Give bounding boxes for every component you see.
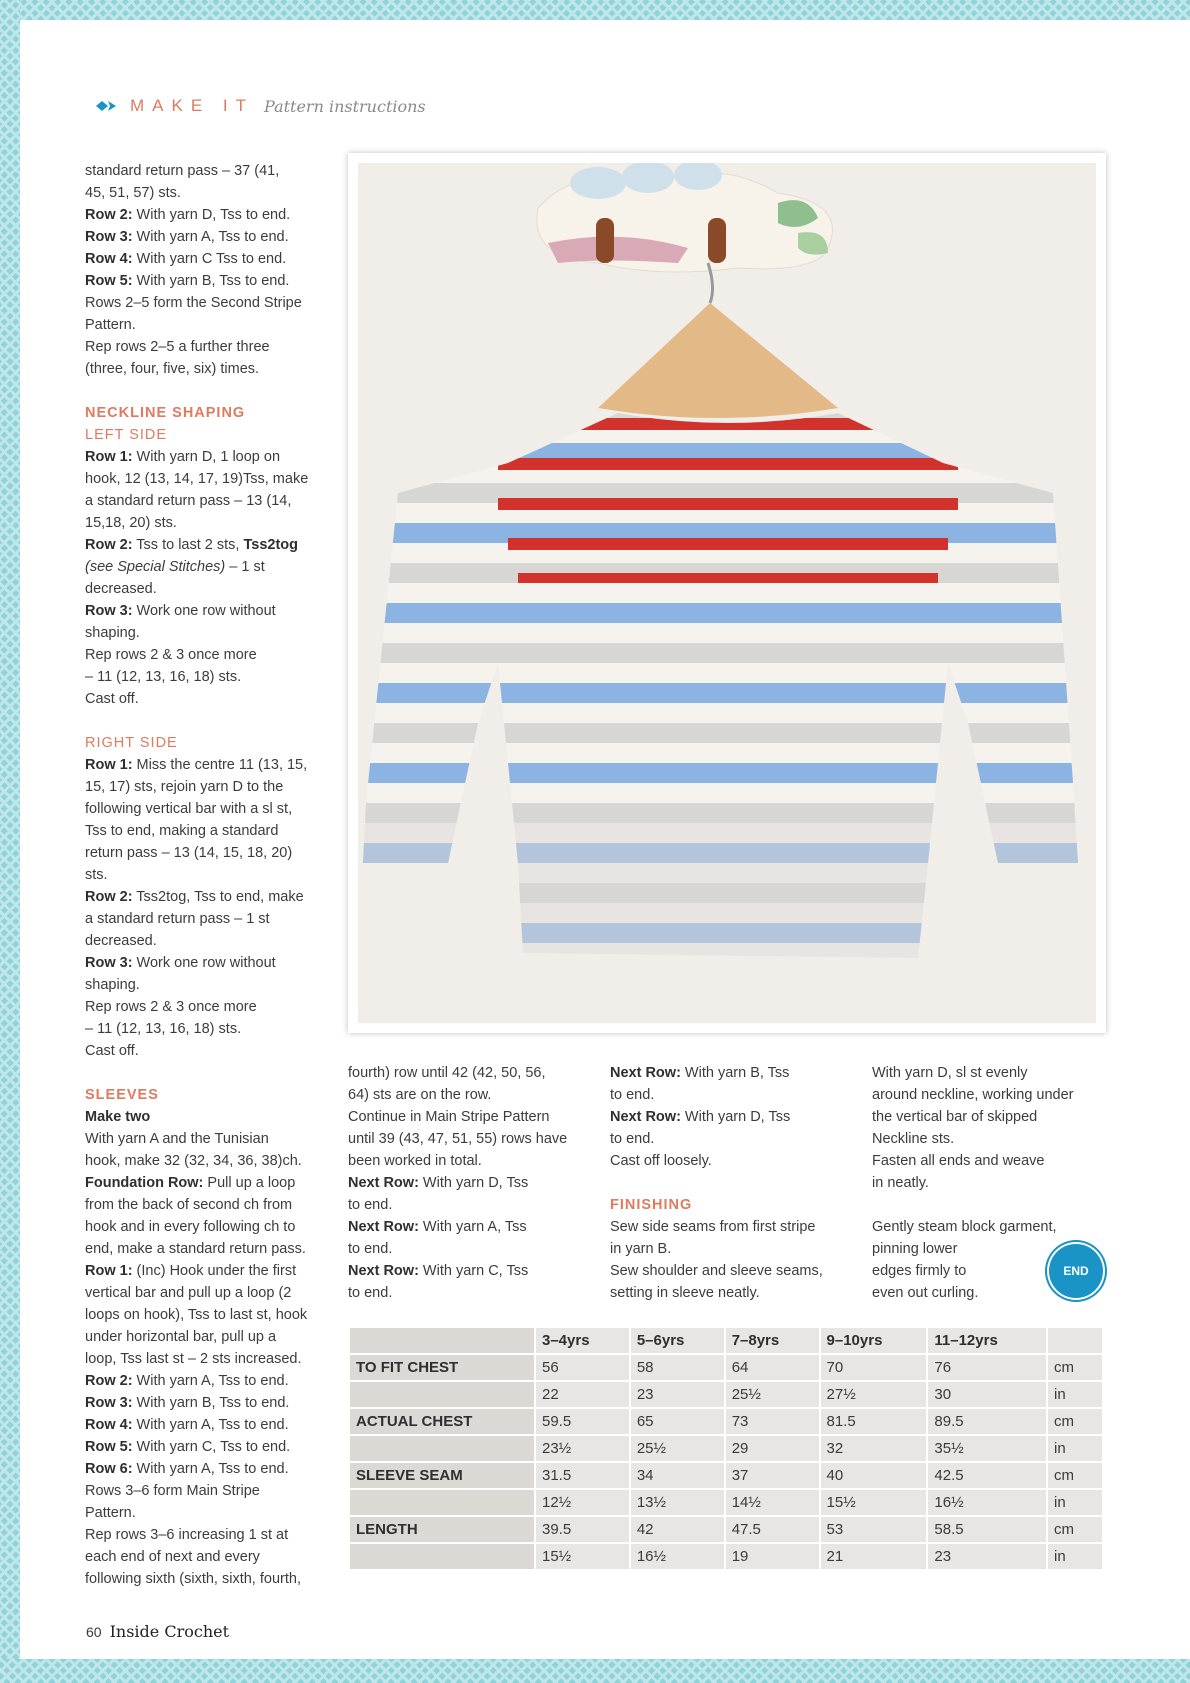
text-line: in yarn B. xyxy=(610,1241,672,1257)
text-line: With yarn D, sl st evenly xyxy=(872,1065,1028,1081)
row-instruction: Row 3: Work one row without xyxy=(85,955,276,971)
text-line: Rep rows 2 & 3 once more xyxy=(85,999,257,1015)
text-line: – 11 (12, 13, 16, 18) sts. xyxy=(85,1021,242,1037)
table-cell: 58.5 xyxy=(928,1517,1046,1542)
text-line: to end. xyxy=(348,1197,393,1213)
row-instruction: Row 5: With yarn C, Tss to end. xyxy=(85,1439,291,1455)
text-line: to end. xyxy=(348,1241,393,1257)
text-line: loop, Tss last st – 2 sts increased. xyxy=(85,1351,302,1367)
text-line: setting in sleeve neatly. xyxy=(610,1285,760,1301)
table-cell: 13½ xyxy=(631,1490,724,1515)
text-line: following sixth (sixth, sixth, fourth, xyxy=(85,1571,301,1587)
text-line: a standard return pass – 13 (14, xyxy=(85,493,292,509)
table-cell: 15½ xyxy=(821,1490,927,1515)
text-line: a standard return pass – 1 st xyxy=(85,911,270,927)
row-instruction: Row 2: With yarn A, Tss to end. xyxy=(85,1373,289,1389)
text-line: Pattern. xyxy=(85,1505,136,1521)
table-cell: 25½ xyxy=(631,1436,724,1461)
text-line: until 39 (43, 47, 51, 55) rows have xyxy=(348,1131,568,1147)
table-row xyxy=(350,1355,1102,1380)
table-cell: 42.5 xyxy=(928,1463,1046,1488)
text-line: shaping. xyxy=(85,625,140,641)
text-line: Sew side seams from first stripe xyxy=(610,1219,816,1235)
text-line: to end. xyxy=(610,1087,655,1103)
table-cell: 31.5 xyxy=(536,1463,629,1488)
text-line: Rows 2–5 form the Second Stripe xyxy=(85,295,302,311)
heading-left-side: LEFT SIDE xyxy=(85,427,168,443)
table-row xyxy=(350,1382,1102,1407)
text-line: Gently steam block garment, xyxy=(872,1219,1057,1235)
text-line: the vertical bar of skipped xyxy=(872,1109,1038,1125)
row-instruction: Next Row: With yarn A, Tss xyxy=(348,1219,527,1235)
row-instruction: Row 1: (Inc) Hook under the first xyxy=(85,1263,297,1279)
table-cell: 37 xyxy=(726,1463,819,1488)
table-cell: 16½ xyxy=(631,1544,724,1569)
text-line: decreased. xyxy=(85,581,157,597)
page-number: 60 xyxy=(86,1624,102,1640)
row-instruction: Row 2: With yarn D, Tss to end. xyxy=(85,207,291,223)
row-instruction: Next Row: With yarn C, Tss xyxy=(348,1263,529,1279)
row-instruction: Next Row: With yarn D, Tss xyxy=(348,1175,529,1191)
table-header-cell: 9–10yrs xyxy=(821,1328,927,1353)
column-1 xyxy=(85,160,330,1590)
row-instruction: Row 1: Miss the centre 11 (13, 15, xyxy=(85,757,308,773)
table-cell: 22 xyxy=(536,1382,629,1407)
table-cell: 89.5 xyxy=(928,1409,1046,1434)
text-line: each end of next and every xyxy=(85,1549,260,1565)
column-2 xyxy=(348,1062,598,1304)
table-cell: 76 xyxy=(928,1355,1046,1380)
table-cell: 19 xyxy=(726,1544,819,1569)
table-cell: 39.5 xyxy=(536,1517,629,1542)
border-top xyxy=(0,0,1190,20)
text-line: Sew shoulder and sleeve seams, xyxy=(610,1263,823,1279)
table-cell: 34 xyxy=(631,1463,724,1488)
table-row xyxy=(350,1463,1102,1488)
table-cell xyxy=(350,1436,534,1461)
table-cell: 35½ xyxy=(928,1436,1046,1461)
section-title: MAKE IT xyxy=(130,96,255,115)
column-3 xyxy=(610,1062,860,1304)
table-cell: SLEEVE SEAM xyxy=(350,1463,534,1488)
text-line: standard return pass – 37 (41, xyxy=(85,163,280,179)
text-line: Fasten all ends and weave xyxy=(872,1153,1045,1169)
border-bottom xyxy=(0,1659,1190,1683)
text-line: (three, four, five, six) times. xyxy=(85,361,260,377)
text-line: 15, 17) sts, rejoin yarn D to the xyxy=(85,779,284,795)
text-line: (see Special Stitches) – 1 st xyxy=(85,559,265,575)
text-line: Rep rows 2 & 3 once more xyxy=(85,647,257,663)
text-line: Continue in Main Stripe Pattern xyxy=(348,1109,550,1125)
table-cell: 53 xyxy=(821,1517,927,1542)
table-cell: 23 xyxy=(631,1382,724,1407)
heading-sleeves: SLEEVES xyxy=(85,1087,159,1103)
row-instruction: Row 2: Tss to last 2 sts, Tss2tog xyxy=(85,537,299,553)
table-header-cell: 11–12yrs xyxy=(928,1328,1046,1353)
text-line: Rep rows 2–5 a further three xyxy=(85,339,270,355)
table-cell: cm xyxy=(1048,1355,1102,1380)
row-instruction: Row 3: With yarn A, Tss to end. xyxy=(85,229,289,245)
text-line: decreased. xyxy=(85,933,157,949)
table-cell: 21 xyxy=(821,1544,927,1569)
table-header-cell: 5–6yrs xyxy=(631,1328,724,1353)
table-row xyxy=(350,1544,1102,1569)
row-instruction: Row 5: With yarn B, Tss to end. xyxy=(85,273,290,289)
table-cell: 47.5 xyxy=(726,1517,819,1542)
section-subtitle: Pattern instructions xyxy=(264,96,426,116)
text-line: 64) sts are on the row. xyxy=(348,1087,492,1103)
text-line: fourth) row until 42 (42, 50, 56, xyxy=(348,1065,546,1081)
table-cell: 14½ xyxy=(726,1490,819,1515)
table-cell: 30 xyxy=(928,1382,1046,1407)
table-cell: 23 xyxy=(928,1544,1046,1569)
table-cell: 15½ xyxy=(536,1544,629,1569)
text-line: sts. xyxy=(85,867,108,883)
text-line: even out curling. xyxy=(872,1285,979,1301)
table-cell: 12½ xyxy=(536,1490,629,1515)
text-line: end, make a standard return pass. xyxy=(85,1241,306,1257)
text-line: around neckline, working under xyxy=(872,1087,1074,1103)
end-badge: END xyxy=(1049,1244,1103,1298)
table-header-cell xyxy=(350,1328,534,1353)
row-instruction: Row 1: With yarn D, 1 loop on xyxy=(85,449,281,465)
table-cell: 32 xyxy=(821,1436,927,1461)
heading-finishing: FINISHING xyxy=(610,1197,693,1213)
text-line: 45, 51, 57) sts. xyxy=(85,185,181,201)
table-cell: in xyxy=(1048,1436,1102,1461)
text-line: under horizontal bar, pull up a xyxy=(85,1329,277,1345)
table-row xyxy=(350,1436,1102,1461)
row-instruction: Next Row: With yarn D, Tss xyxy=(610,1109,791,1125)
sweater-photo xyxy=(358,163,1096,1023)
table-cell: in xyxy=(1048,1490,1102,1515)
text-line: With yarn A and the Tunisian xyxy=(85,1131,269,1147)
table-cell: in xyxy=(1048,1544,1102,1569)
table-cell: 29 xyxy=(726,1436,819,1461)
magazine-name: Inside Crochet xyxy=(109,1622,230,1641)
double-arrow-icon xyxy=(96,100,120,112)
text-line: Rows 3–6 form Main Stripe xyxy=(85,1483,260,1499)
table-cell: in xyxy=(1048,1382,1102,1407)
text-line: loops on hook), Tss to last st, hook xyxy=(85,1307,308,1323)
table-cell: 81.5 xyxy=(821,1409,927,1434)
page-header xyxy=(96,94,426,118)
row-instruction: Row 3: With yarn B, Tss to end. xyxy=(85,1395,290,1411)
text-line: Neckline sts. xyxy=(872,1131,955,1147)
text-line: vertical bar and pull up a loop (2 xyxy=(85,1285,292,1301)
table-cell: LENGTH xyxy=(350,1517,534,1542)
row-instruction: Row 3: Work one row without xyxy=(85,603,276,619)
table-header-cell xyxy=(1048,1328,1102,1353)
text-line: shaping. xyxy=(85,977,140,993)
text-line: Tss to end, making a standard xyxy=(85,823,279,839)
text-line: hook, make 32 (32, 34, 36, 38)ch. xyxy=(85,1153,302,1169)
table-cell xyxy=(350,1544,534,1569)
text-line: – 11 (12, 13, 16, 18) sts. xyxy=(85,669,242,685)
page-footer xyxy=(86,1622,229,1641)
table-cell: 58 xyxy=(631,1355,724,1380)
table-header-row xyxy=(350,1328,1102,1353)
text-line: pinning lower xyxy=(872,1241,958,1257)
text-line: to end. xyxy=(348,1285,393,1301)
table-cell: cm xyxy=(1048,1517,1102,1542)
table-cell: 64 xyxy=(726,1355,819,1380)
table-row xyxy=(350,1409,1102,1434)
row-instruction: Next Row: With yarn B, Tss xyxy=(610,1065,790,1081)
table-cell: 70 xyxy=(821,1355,927,1380)
text-line: Pattern. xyxy=(85,317,136,333)
text-line: Cast off. xyxy=(85,1043,139,1059)
size-table xyxy=(348,1326,1104,1571)
table-cell: cm xyxy=(1048,1463,1102,1488)
text-line: from the back of second ch from xyxy=(85,1197,293,1213)
row-instruction: Row 2: Tss2tog, Tss to end, make xyxy=(85,889,304,905)
text-line: 15,18, 20) sts. xyxy=(85,515,177,531)
row-instruction: Row 4: With yarn C Tss to end. xyxy=(85,251,287,267)
table-cell: 27½ xyxy=(821,1382,927,1407)
table-cell: 42 xyxy=(631,1517,724,1542)
table-cell: 40 xyxy=(821,1463,927,1488)
table-cell xyxy=(350,1490,534,1515)
text-line: in neatly. xyxy=(872,1175,929,1191)
table-cell: 23½ xyxy=(536,1436,629,1461)
table-cell: 25½ xyxy=(726,1382,819,1407)
table-row xyxy=(350,1490,1102,1515)
table-cell: 65 xyxy=(631,1409,724,1434)
table-row xyxy=(350,1517,1102,1542)
table-cell: 16½ xyxy=(928,1490,1046,1515)
table-cell: ACTUAL CHEST xyxy=(350,1409,534,1434)
table-cell: 73 xyxy=(726,1409,819,1434)
table-cell: cm xyxy=(1048,1409,1102,1434)
text-line: edges firmly to xyxy=(872,1263,967,1279)
text-line: Cast off. xyxy=(85,691,139,707)
table-cell: TO FIT CHEST xyxy=(350,1355,534,1380)
text-line: return pass – 13 (14, 15, 18, 20) xyxy=(85,845,293,861)
row-instruction: Row 6: With yarn A, Tss to end. xyxy=(85,1461,289,1477)
text-line: been worked in total. xyxy=(348,1153,482,1169)
text-line: hook and in every following ch to xyxy=(85,1219,296,1235)
table-cell: 56 xyxy=(536,1355,629,1380)
table-header-cell: 7–8yrs xyxy=(726,1328,819,1353)
row-instruction: Row 4: With yarn A, Tss to end. xyxy=(85,1417,289,1433)
text-line: to end. xyxy=(610,1131,655,1147)
photo-frame xyxy=(348,153,1106,1033)
text-line: Cast off loosely. xyxy=(610,1153,712,1169)
text-line: following vertical bar with a sl st, xyxy=(85,801,293,817)
text-line: hook, 12 (13, 14, 17, 19)Tss, make xyxy=(85,471,309,487)
heading-neckline-shaping: NECKLINE SHAPING xyxy=(85,405,246,421)
table-cell xyxy=(350,1382,534,1407)
row-instruction: Foundation Row: Pull up a loop xyxy=(85,1175,296,1191)
table-header-cell: 3–4yrs xyxy=(536,1328,629,1353)
heading-make-two: Make two xyxy=(85,1109,151,1125)
border-left xyxy=(0,0,20,1683)
table-cell: 59.5 xyxy=(536,1409,629,1434)
heading-right-side: RIGHT SIDE xyxy=(85,735,178,751)
text-line: Rep rows 3–6 increasing 1 st at xyxy=(85,1527,289,1543)
